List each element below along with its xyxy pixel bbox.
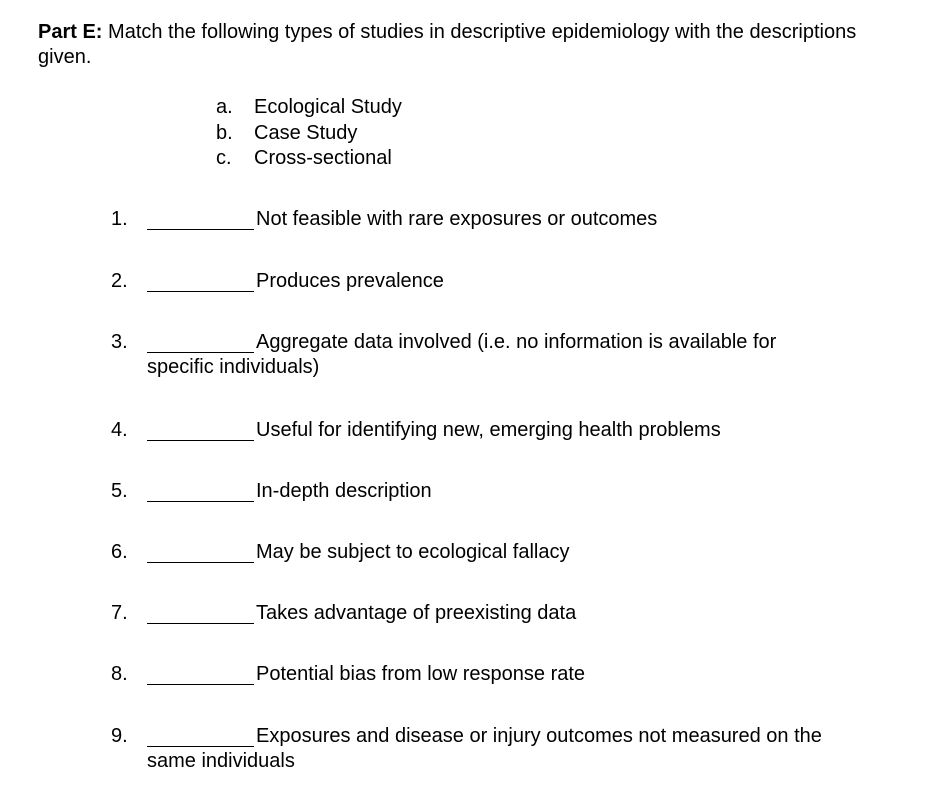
question-number: 1.: [111, 208, 128, 230]
answer-blank-8[interactable]: [147, 662, 254, 685]
answer-blank-7[interactable]: [147, 601, 254, 624]
question-number: 7.: [111, 602, 128, 624]
option-c: [216, 146, 402, 172]
question-description: Potential bias from low response rate: [256, 663, 586, 685]
answer-blank-5[interactable]: [147, 479, 254, 502]
option-a: [216, 95, 402, 121]
question-description: Exposures and disease or injury outcomes not measured on the: [256, 725, 822, 747]
option-letter: c.: [216, 147, 232, 169]
option-letter: a.: [216, 96, 233, 118]
question-description: Aggregate data involved (i.e. no information is available for: [256, 331, 777, 353]
question-number: 5.: [111, 480, 128, 502]
answer-blank-3[interactable]: [147, 330, 254, 353]
option-text: Cross-sectional: [254, 147, 392, 169]
part-e-instructions: [38, 20, 898, 70]
question-description-continued: specific individuals): [147, 356, 320, 378]
answer-blank-2[interactable]: [147, 269, 254, 292]
answer-blank-9[interactable]: [147, 724, 254, 747]
option-text: Case Study: [254, 121, 358, 144]
instructions-text: Match the following types of studies in descriptive epidemiology with the descriptions given.: [38, 21, 857, 68]
answer-blank-4[interactable]: [147, 418, 254, 441]
option-letter: b.: [216, 121, 233, 144]
question-description: Not feasible with rare exposures or outcomes: [256, 208, 658, 230]
question-number: 2.: [111, 270, 128, 292]
study-type-options: [216, 95, 402, 172]
question-number: 9.: [111, 725, 128, 747]
question-number: 6.: [111, 541, 128, 563]
question-description: Useful for identifying new, emerging health problems: [256, 419, 721, 441]
option-b: [216, 121, 402, 147]
question-description: Takes advantage of preexisting data: [256, 602, 577, 624]
answer-blank-1[interactable]: [147, 207, 254, 230]
question-description: May be subject to ecological fallacy: [256, 541, 570, 563]
question-number: 8.: [111, 663, 128, 685]
question-number: 4.: [111, 419, 128, 441]
option-text: Ecological Study: [254, 96, 402, 118]
answer-blank-6[interactable]: [147, 540, 254, 563]
question-number: 3.: [111, 331, 128, 353]
part-label: Part E:: [38, 21, 103, 43]
question-description-continued: same individuals: [147, 750, 295, 772]
question-description: In-depth description: [256, 480, 432, 502]
question-description: Produces prevalence: [256, 270, 444, 292]
